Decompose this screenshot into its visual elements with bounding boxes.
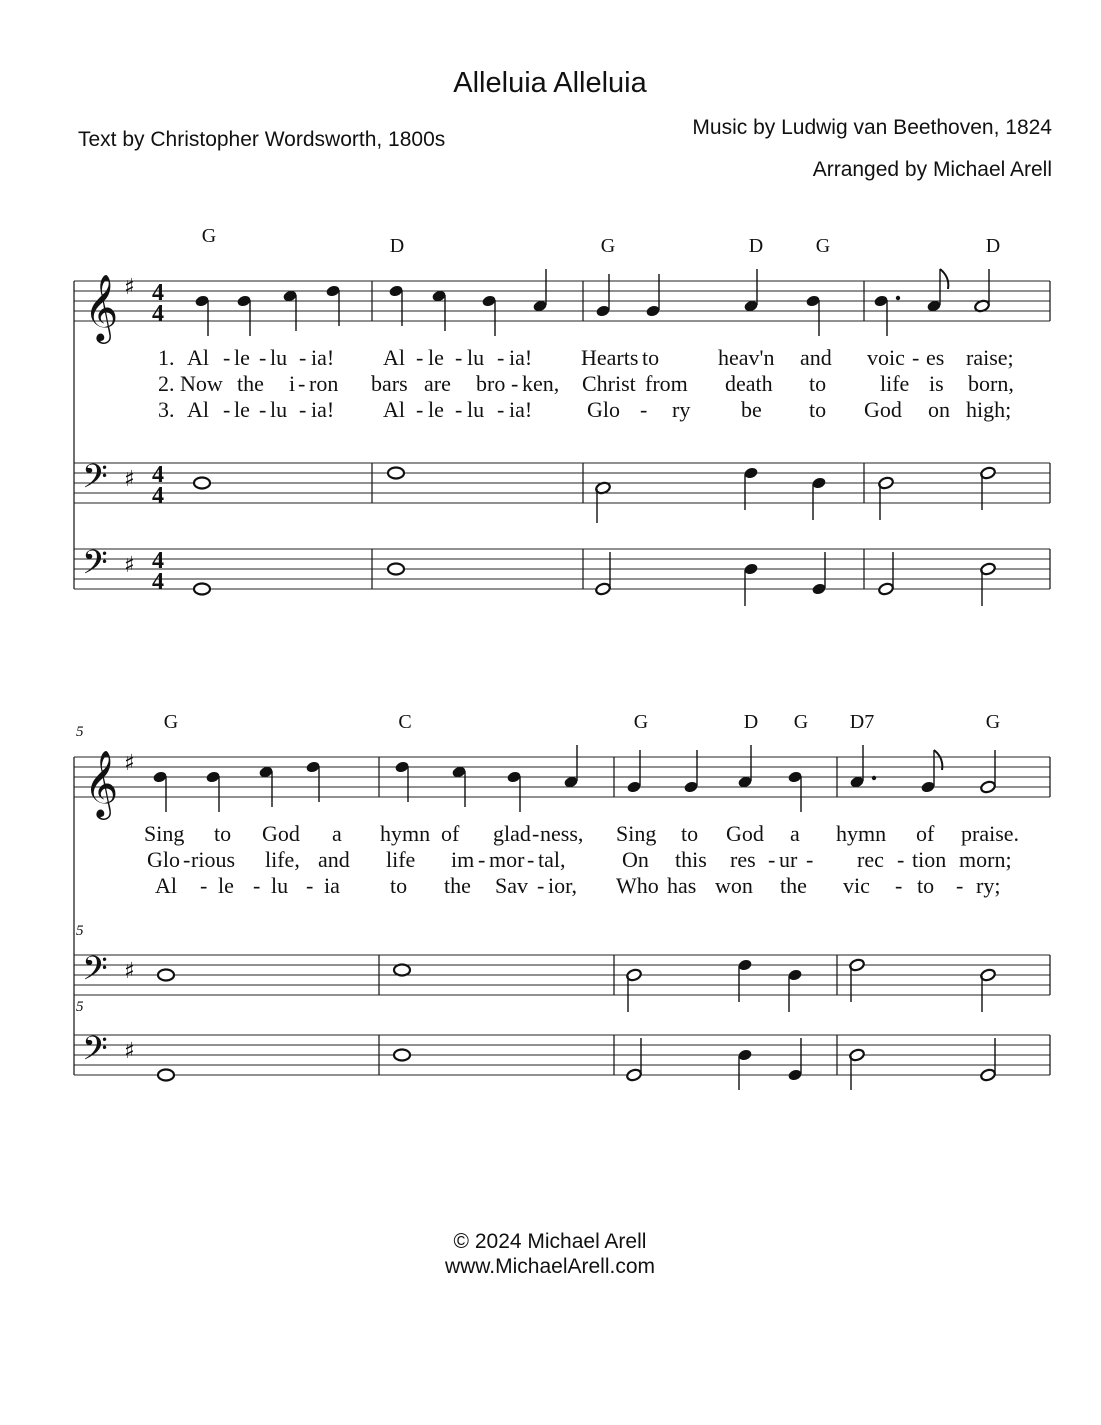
note bbox=[394, 1050, 410, 1061]
lyric-syllable: glad bbox=[493, 821, 531, 846]
lyric-syllable: from bbox=[645, 371, 688, 396]
lyric-syllable: and bbox=[318, 847, 350, 872]
lyric-syllable: - bbox=[183, 847, 191, 872]
lyric-syllable: - bbox=[306, 873, 314, 898]
lyric-syllable: - bbox=[455, 397, 463, 422]
lyric-syllable: tion bbox=[912, 847, 947, 872]
note bbox=[205, 770, 220, 812]
lyric-syllable: 1. bbox=[158, 345, 175, 370]
lyric-syllable: are bbox=[424, 371, 451, 396]
note bbox=[388, 468, 404, 479]
chord-symbol: G bbox=[163, 711, 179, 733]
lyric-syllable: a bbox=[790, 821, 800, 846]
time-signature-top: 4 bbox=[152, 462, 164, 488]
lyric-syllable: lu bbox=[467, 345, 485, 370]
lyric-syllable: - bbox=[223, 397, 231, 422]
lyric-syllable: vic bbox=[843, 873, 870, 898]
lyric-syllable: - bbox=[478, 847, 486, 872]
lyric-syllable: ron bbox=[309, 371, 339, 396]
lyric-syllable: - bbox=[299, 397, 307, 422]
chord-symbol: G bbox=[633, 711, 649, 733]
measure-number: 5 bbox=[76, 923, 84, 939]
lyric-syllable: - bbox=[895, 873, 903, 898]
lyric-syllable: mor bbox=[489, 847, 525, 872]
lyric-syllable: is bbox=[929, 371, 944, 396]
time-signature-top: 4 bbox=[152, 280, 164, 306]
bass-staff-upper bbox=[74, 950, 1050, 1012]
lyric-syllable: On bbox=[622, 847, 649, 872]
note bbox=[849, 1048, 865, 1090]
chord-symbol: G bbox=[793, 711, 809, 733]
lyric-syllable: Sing bbox=[616, 821, 657, 846]
note bbox=[388, 284, 403, 326]
lyric-syllable: be bbox=[741, 397, 762, 422]
lyric-syllable: - bbox=[259, 397, 267, 422]
sharp-icon: ♯ bbox=[124, 751, 135, 776]
lyric-syllable: ur bbox=[779, 847, 798, 872]
lyric-syllable: God bbox=[262, 821, 300, 846]
lyric-syllable: res bbox=[730, 847, 756, 872]
lyric-syllable: le bbox=[218, 873, 234, 898]
lyric-syllable: of bbox=[916, 821, 935, 846]
lyric-syllable: ia! bbox=[509, 397, 533, 422]
treble-staff bbox=[74, 269, 1050, 344]
lyric-syllable: rec bbox=[857, 847, 884, 872]
lyric-syllable: - bbox=[455, 345, 463, 370]
note bbox=[158, 970, 174, 981]
lyric-syllable: - bbox=[640, 397, 648, 422]
lyric-syllable: life bbox=[386, 847, 416, 872]
lyric-syllable: - bbox=[806, 847, 814, 872]
bass-clef-icon: 𝄢 bbox=[82, 458, 108, 504]
lyric-syllable: le bbox=[428, 397, 444, 422]
lyric-syllable: bars bbox=[371, 371, 408, 396]
lyric-syllable: heav'n bbox=[718, 345, 775, 370]
lyric-syllable: i bbox=[289, 371, 296, 396]
chord-symbols bbox=[202, 225, 1000, 257]
sharp-icon: ♯ bbox=[124, 1039, 135, 1064]
note bbox=[305, 760, 320, 802]
lyric-syllable: lu bbox=[271, 873, 289, 898]
note bbox=[158, 1070, 174, 1081]
note bbox=[811, 476, 826, 520]
note bbox=[451, 765, 466, 807]
lyric-syllable: lu bbox=[467, 397, 485, 422]
measure-number: 5 bbox=[76, 724, 84, 740]
bass-clef-icon: 𝄢 bbox=[82, 950, 108, 996]
lyric-syllable: lu bbox=[270, 397, 288, 422]
note bbox=[394, 760, 409, 802]
lyric-syllable: ia! bbox=[311, 397, 335, 422]
lyric-syllable: Al bbox=[187, 345, 209, 370]
note bbox=[194, 478, 210, 489]
lyric-syllable: - bbox=[200, 873, 208, 898]
website-link[interactable]: www.MichaelArell.com bbox=[444, 1255, 656, 1278]
lyric-syllable: - bbox=[416, 397, 424, 422]
lyric-syllable: Now bbox=[180, 371, 223, 396]
chord-symbol: G bbox=[201, 225, 217, 247]
note bbox=[980, 562, 996, 606]
lyric-syllable: death bbox=[725, 371, 773, 396]
sharp-icon: ♯ bbox=[124, 275, 135, 300]
lyric-syllable: raise; bbox=[966, 345, 1014, 370]
note bbox=[325, 284, 340, 326]
music-credit: Music by Ludwig van Beethoven, 1824 bbox=[692, 116, 1052, 139]
chord-symbol: G bbox=[985, 711, 1001, 733]
lyric-syllable: le bbox=[234, 397, 250, 422]
lyrics-verse-1 bbox=[158, 345, 1014, 370]
lyric-syllable: to bbox=[917, 873, 935, 898]
note bbox=[980, 968, 996, 1012]
lyric-syllable: to bbox=[681, 821, 699, 846]
lyric-syllable: God bbox=[726, 821, 764, 846]
lyric-syllable: - bbox=[527, 847, 535, 872]
lyric-syllable: - bbox=[897, 847, 905, 872]
lyric-syllable: of bbox=[441, 821, 460, 846]
lyric-syllable: bro bbox=[476, 371, 506, 396]
lyric-syllable: Al bbox=[187, 397, 209, 422]
note bbox=[743, 562, 758, 606]
lyric-syllable: - bbox=[768, 847, 776, 872]
lyric-syllable: - bbox=[497, 345, 505, 370]
time-signature-bottom: 4 bbox=[152, 569, 164, 595]
lyric-syllable: Sav bbox=[495, 873, 528, 898]
lyric-syllable: ry; bbox=[976, 873, 1001, 898]
lyric-syllable: ia bbox=[324, 873, 340, 898]
note bbox=[194, 584, 210, 595]
lyric-syllable: - bbox=[298, 371, 306, 396]
note bbox=[152, 770, 167, 812]
lyric-syllable: the bbox=[444, 873, 471, 898]
note bbox=[506, 770, 521, 812]
lyric-syllable: - bbox=[416, 345, 424, 370]
lyric-syllable: won bbox=[715, 873, 753, 898]
lyric-syllable: ia! bbox=[509, 345, 533, 370]
lyric-syllable: lu bbox=[270, 345, 288, 370]
lyric-syllable: voic bbox=[867, 345, 905, 370]
lyric-syllable: to bbox=[214, 821, 232, 846]
lyrics-verse-2 bbox=[158, 371, 1014, 396]
lyric-syllable: has bbox=[667, 873, 697, 898]
chord-symbol: G bbox=[815, 235, 831, 257]
bass-clef-icon: 𝄢 bbox=[82, 1030, 108, 1076]
note bbox=[737, 1048, 752, 1090]
lyric-syllable: the bbox=[780, 873, 807, 898]
lyric-syllable: - bbox=[956, 873, 964, 898]
lyric-syllable: ness, bbox=[540, 821, 584, 846]
lyric-syllable: Glo bbox=[147, 847, 180, 872]
note bbox=[394, 965, 410, 976]
time-signature-bottom: 4 bbox=[152, 483, 164, 509]
lyric-syllable: - bbox=[299, 345, 307, 370]
lyric-syllable: Sing bbox=[144, 821, 185, 846]
lyric-syllable: Glo bbox=[587, 397, 620, 422]
time-signature-bottom: 4 bbox=[152, 301, 164, 327]
chord-symbol: D bbox=[985, 235, 1001, 257]
lyric-syllable: - bbox=[223, 345, 231, 370]
lyric-syllable: ry bbox=[672, 397, 691, 422]
lyric-syllable: - bbox=[511, 371, 519, 396]
note bbox=[626, 968, 642, 1012]
lyric-syllable: 2. bbox=[158, 371, 175, 396]
note bbox=[282, 289, 297, 331]
bass-clef-icon: 𝄢 bbox=[82, 544, 108, 590]
system-2 bbox=[74, 711, 1050, 1090]
lyric-syllable: tal, bbox=[538, 847, 566, 872]
lyric-syllable: - bbox=[537, 873, 545, 898]
lyric-syllable: ior, bbox=[548, 873, 578, 898]
note bbox=[431, 289, 446, 331]
note bbox=[805, 294, 820, 336]
note bbox=[258, 765, 273, 807]
lyric-syllable: high; bbox=[966, 397, 1012, 422]
lyric-syllable: life bbox=[880, 371, 910, 396]
treble-staff bbox=[74, 745, 1050, 820]
lyric-syllable: life, bbox=[265, 847, 300, 872]
lyric-syllable: ia! bbox=[311, 345, 335, 370]
chord-symbol: D7 bbox=[849, 711, 875, 733]
lyric-syllable: - bbox=[253, 873, 261, 898]
lyrics-verse-3 bbox=[158, 397, 1011, 422]
bass-staff-upper bbox=[74, 458, 1050, 523]
lyric-syllable: morn; bbox=[959, 847, 1012, 872]
sharp-icon: ♯ bbox=[124, 959, 135, 984]
lyric-syllable: the bbox=[237, 371, 264, 396]
time-signature-top: 4 bbox=[152, 548, 164, 574]
measure-number: 5 bbox=[76, 999, 84, 1015]
chord-symbol: D bbox=[743, 711, 759, 733]
chord-symbol: C bbox=[398, 711, 412, 733]
lyric-syllable: 3. bbox=[158, 397, 175, 422]
lyric-syllable: this bbox=[675, 847, 707, 872]
lyric-syllable: Al bbox=[383, 345, 405, 370]
note bbox=[481, 294, 496, 336]
lyric-syllable: Hearts bbox=[581, 345, 639, 370]
treble-clef-icon: 𝄞 bbox=[84, 273, 119, 341]
sharp-icon: ♯ bbox=[124, 467, 135, 492]
note bbox=[388, 564, 404, 575]
lyric-syllable: im bbox=[451, 847, 475, 872]
copyright-notice: © 2024 Michael Arell bbox=[453, 1230, 647, 1253]
lyric-syllable: God bbox=[864, 397, 902, 422]
lyric-syllable: - bbox=[532, 821, 540, 846]
lyric-syllable: born, bbox=[968, 371, 1014, 396]
note bbox=[194, 294, 209, 336]
lyric-syllable: to bbox=[642, 345, 660, 370]
arranger-credit: Arranged by Michael Arell bbox=[812, 158, 1052, 181]
chord-symbol: D bbox=[389, 235, 405, 257]
note bbox=[236, 294, 251, 336]
sharp-icon: ♯ bbox=[124, 553, 135, 578]
lyric-syllable: Al bbox=[155, 873, 177, 898]
note bbox=[787, 770, 802, 812]
note bbox=[595, 481, 611, 523]
lyric-syllable: hymn bbox=[836, 821, 887, 846]
lyric-syllable: hymn bbox=[380, 821, 431, 846]
bass-staff-lower bbox=[74, 544, 1050, 606]
lyric-syllable: a bbox=[332, 821, 342, 846]
lyrics-verse-3 bbox=[155, 873, 1000, 898]
lyric-syllable: on bbox=[928, 397, 950, 422]
lyric-syllable: to bbox=[809, 371, 827, 396]
lyric-syllable: ken, bbox=[522, 371, 560, 396]
treble-clef-icon: 𝄞 bbox=[84, 749, 119, 817]
lyric-syllable: and bbox=[800, 345, 832, 370]
note bbox=[878, 476, 894, 520]
system-1 bbox=[74, 225, 1050, 606]
lyric-syllable: le bbox=[428, 345, 444, 370]
lyric-syllable: to bbox=[809, 397, 827, 422]
lyric-syllable: rious bbox=[191, 847, 235, 872]
lyric-syllable: es bbox=[926, 345, 945, 370]
lyric-syllable: - bbox=[259, 345, 267, 370]
chord-symbol: D bbox=[748, 235, 764, 257]
chord-symbols bbox=[164, 711, 1000, 733]
text-credit: Text by Christopher Wordsworth, 1800s bbox=[78, 128, 446, 151]
lyric-syllable: le bbox=[234, 345, 250, 370]
chord-symbol: G bbox=[600, 235, 616, 257]
lyric-syllable: praise. bbox=[961, 821, 1020, 846]
lyric-syllable: - bbox=[912, 345, 920, 370]
lyrics-verse-1 bbox=[144, 821, 1019, 846]
note bbox=[787, 968, 802, 1012]
page-title: Alleluia Alleluia bbox=[453, 67, 647, 99]
lyric-syllable: - bbox=[497, 397, 505, 422]
lyric-syllable: Who bbox=[616, 873, 659, 898]
lyric-syllable: Al bbox=[383, 397, 405, 422]
lyrics-verse-2 bbox=[147, 847, 1012, 872]
bass-staff-lower bbox=[74, 1030, 1050, 1090]
lyric-syllable: to bbox=[390, 873, 408, 898]
lyric-syllable: Christ bbox=[582, 371, 636, 396]
